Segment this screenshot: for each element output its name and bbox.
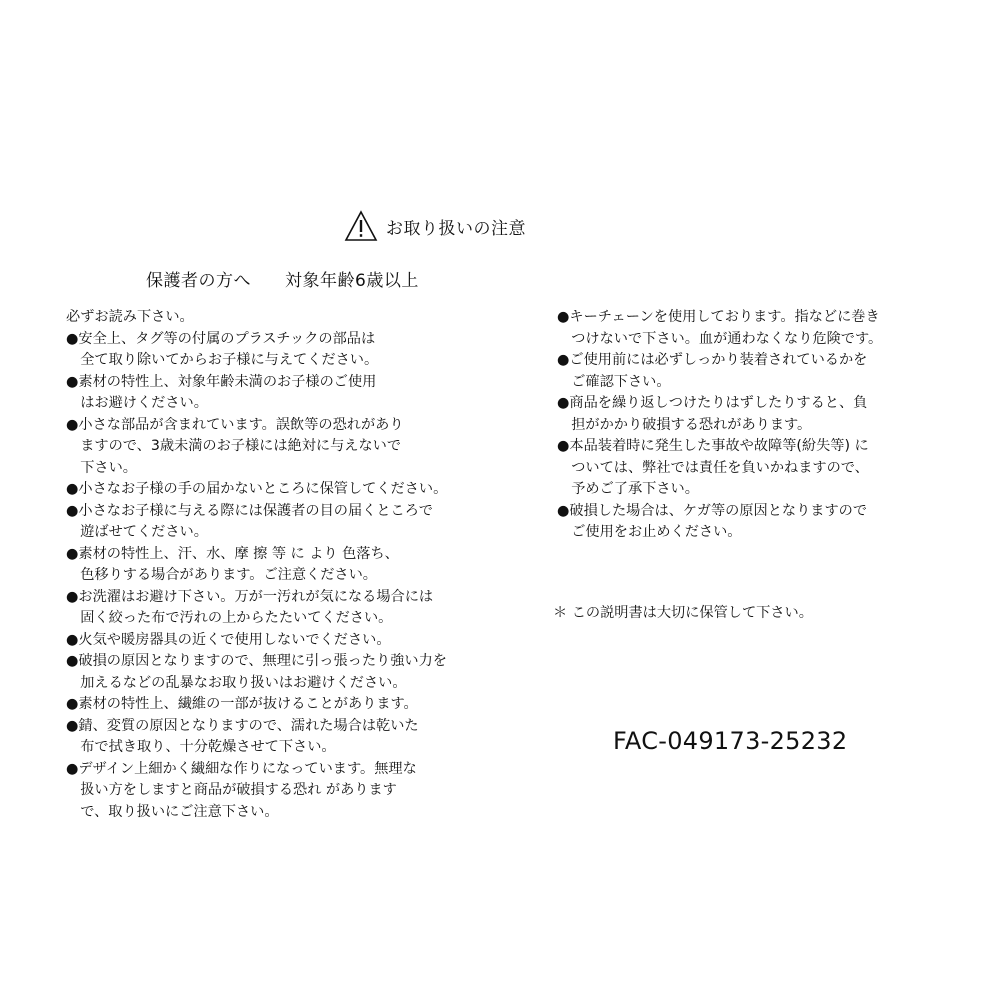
caution-line: ●本品装着時に発生した事故や故障等(紛失等) に	[557, 438, 869, 454]
product-code: FAC-049173-25232	[613, 727, 848, 755]
caution-line: ●錆、変質の原因となりますので、濡れた場合は乾いた	[66, 717, 419, 734]
warning-triangle-icon	[344, 210, 378, 242]
caution-line: 布で拭き取り、十分乾燥させて下さい。	[66, 739, 336, 755]
caution-line: ●キーチェーンを使用しております。指などに巻き	[557, 309, 880, 325]
guardian-note: 保護者の方へ	[146, 271, 251, 291]
caution-line: ●破損した場合は、ケガ等の原因となりますので	[557, 502, 868, 519]
right-column	[557, 307, 957, 544]
caution-line: つけないで下さい。血が通わなくなり危険です。	[557, 330, 883, 347]
caution-line: ●素材の特性上、対象年齢未満のお子様のご使用	[66, 373, 377, 390]
caution-line: ●小さなお子様に与える際には保護者の目の届くところで	[66, 502, 433, 519]
caution-line: 予めご了承下さい。	[557, 481, 699, 497]
storage-note: ＊ この説明書は大切に保管して下さい。	[553, 605, 813, 621]
caution-line: ●小さな部品が含まれています。誤飲等の恐れがあり	[66, 416, 404, 433]
caution-line: ●お洗濯はお避け下さい。万が一汚れが気になる場合には	[66, 588, 434, 605]
page-title: お取り扱いの注意	[386, 218, 526, 239]
caution-line: 固く絞った布で汚れの上からたたいてください。	[66, 610, 393, 626]
target-age: 対象年齢6歳以上	[285, 271, 419, 291]
caution-line: ますので、3歳未満のお子様には絶対に与えないで	[66, 438, 402, 454]
caution-line: 加えるなどの乱暴なお取り扱いはお避けください。	[66, 674, 407, 691]
caution-line: ●素材の特性上、汗、水、摩 擦 等 に より 色落ち、	[66, 545, 399, 562]
caution-line: ●小さなお子様の手の届かないところに保管してください。	[66, 481, 448, 497]
caution-line: ご確認下さい。	[557, 373, 671, 390]
header	[0, 210, 1000, 242]
caution-line: 色移りする場合があります。ご注意ください。	[66, 567, 377, 583]
caution-line: 全て取り除いてからお子様に与えてください。	[66, 352, 379, 368]
subtitle	[146, 266, 419, 291]
caution-line: 扱い方をしますと商品が破損する恐れ があります	[66, 782, 397, 798]
caution-line: はお避けください。	[66, 395, 208, 411]
caution-line: で、取り扱いにご注意下さい。	[66, 803, 279, 820]
caution-line: ●ご使用前には必ずしっかり装着されているかを	[557, 352, 868, 368]
caution-line: ●デザイン上細かく繊細な作りになっています。無理な	[66, 760, 417, 777]
caution-line: ついては、弊社では責任を負いかねますので、	[557, 459, 869, 476]
caution-line: ご使用をお止めください。	[557, 524, 742, 540]
caution-line: ●火気や暖房器具の近くで使用しないでください。	[66, 631, 391, 648]
caution-line: 遊ばせてください。	[66, 524, 208, 540]
caution-line: ●商品を繰り返しつけたりはずしたりすると、負	[557, 395, 868, 411]
caution-line: 下さい。	[66, 459, 137, 476]
caution-line: ●安全上、タグ等の付属のプラスチックの部品は	[66, 330, 376, 347]
left-column	[66, 307, 486, 823]
caution-line: ●素材の特性上、繊維の一部が抜けることがあります。	[66, 696, 418, 712]
caution-line: 担がかかり破損する恐れがあります。	[557, 416, 812, 433]
caution-line: ●破損の原因となりますので、無理に引っ張ったり強い力を	[66, 653, 447, 669]
caution-line: 必ずお読み下さい。	[66, 309, 194, 325]
